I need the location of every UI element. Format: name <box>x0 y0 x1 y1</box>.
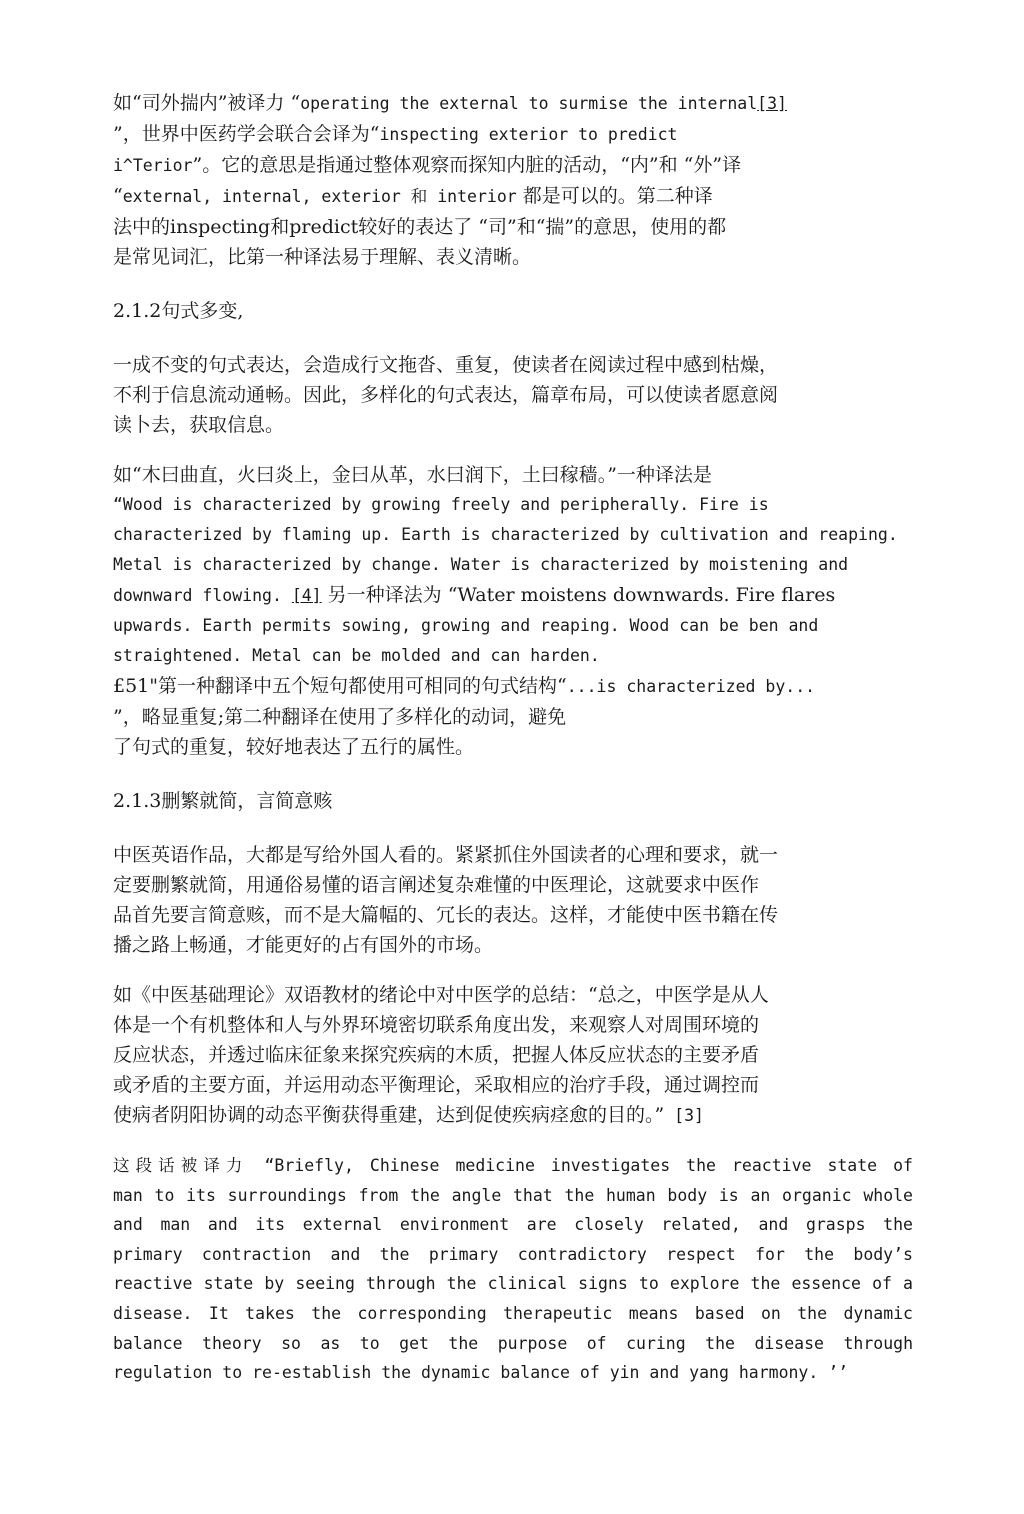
text-line: ”，略显重复;第二种翻译在使用了多样化的动词，避免 <box>113 706 567 728</box>
text-line: 如《中医基础理论》双语教材的绪论中对中医学的总结：“总之，中医学是从人 <box>113 984 769 1006</box>
text-line: 反应状态，并透过临床征象来探究疾病的木质，把握人体反应状态的主要矛盾 <box>113 1044 760 1066</box>
text-run: downward flowing. <box>113 586 292 605</box>
text-line: primary contraction and the primary contradictory respect for the body’s <box>113 1244 913 1264</box>
text-line: reactive state by seeing through the clinical signs to explore the essence of a <box>113 1274 913 1294</box>
text-run: 另一种译法为 “Water moistens downwards. Fire flares <box>321 584 836 606</box>
text-line: and man and its external environment are closely related, and grasps the <box>113 1215 913 1235</box>
text-line: upwards. Earth permits sowing, growing and reaping. Wood can be ben and <box>113 616 819 635</box>
text-line: Metal is characterized by change. Water is characterized by moistening and <box>113 555 849 574</box>
paragraph-concise-expression <box>113 840 913 960</box>
text-line: characterized by flaming up. Earth is characterized by cultivation and reaping. <box>113 525 898 544</box>
paragraph-tcm-summary-quote <box>113 980 913 1131</box>
text-run: 如“司外揣内”被译力 “ <box>113 92 301 114</box>
paragraph-english-translation <box>113 1151 913 1388</box>
text-line: 如“木曰曲直，火曰炎上，金曰从革，水曰润下，土曰稼穑。”一种译法是 <box>113 464 712 486</box>
text-run: inspecting exterior to predict <box>379 125 678 144</box>
text-line <box>113 88 913 119</box>
citation-link[interactable]: [3] <box>757 94 787 113</box>
text-line: man to its surroundings from the angle that the human body is an organic whole <box>113 1185 913 1205</box>
text-run: “ <box>113 185 123 207</box>
text-run: 都是可以的。第二种译 <box>516 185 713 207</box>
text-line <box>113 671 913 702</box>
section-heading-2-1-3: 2.1.3删繁就简，言简意赅 <box>113 790 333 812</box>
text-line: 播之路上畅通，才能更好的占有国外的市场。 <box>113 934 494 956</box>
text-run: operating the external to surmise the internal <box>300 94 758 113</box>
text-line: regulation to re-establish the dynamic balance of yin and yang harmony. ’’ <box>113 1363 849 1383</box>
text-line: “Wood is characterized by growing freely and peripherally. Fire is <box>113 495 769 514</box>
text-line <box>113 119 913 150</box>
text-run: ...is characterized by... <box>566 677 816 696</box>
text-run: ”，世界中医药学会联合会译为“ <box>113 123 380 145</box>
document-page <box>113 88 913 1388</box>
text-line: 了句式的重复，较好地表达了五行的属性。 <box>113 736 475 758</box>
text-run: 使病者阴阳协调的动态平衡获得重建，达到促使疾病痉愈的目的。” <box>113 1104 665 1126</box>
citation-ref: [3] <box>664 1106 704 1125</box>
section-heading-2-1-2: 2.1.2句式多变, <box>113 300 244 322</box>
text-line <box>113 181 913 212</box>
text-line: disease. It takes the corresponding therapeutic means based on the dynamic <box>113 1303 913 1323</box>
text-line: 法中的inspecting和predict较好的表达了 “司”和“揣”的意思，使用的都 <box>113 216 727 238</box>
text-run: external, internal, exterior 和 interior <box>122 187 517 206</box>
text-line: 不利于信息流动通畅。因此，多样化的句式表达，篇章布局，可以使读者愿意阅 <box>113 384 779 406</box>
text-line: 定要删繁就简，用通俗易懂的语言阐述复杂难懂的中医理论，这就要求中医作 <box>113 874 760 896</box>
text-line: 体是一个有机整体和人与外界环境密切联系角度出发，来观察人对周围环境的 <box>113 1014 760 1036</box>
citation-link[interactable]: [4] <box>291 586 322 605</box>
text-line: 一成不变的句式表达，会造成行文拖沓、重复，使读者在阅读过程中感到枯燥， <box>113 354 779 376</box>
text-line: 读卜去，获取信息。 <box>113 414 285 436</box>
text-line <box>113 1100 913 1131</box>
text-line: 中医英语作品，大都是写给外国人看的。紧紧抓住外国读者的心理和要求，就一 <box>113 844 779 866</box>
paragraph-translation-example-1 <box>113 88 913 272</box>
text-line: 品首先要言简意赅，而不是大篇幅的、冗长的表达。这样，才能使中医书籍在传 <box>113 904 779 926</box>
paragraph-sentence-variety <box>113 350 913 440</box>
text-line <box>113 580 913 611</box>
text-line: straightened. Metal can be molded and can harden. <box>113 646 600 665</box>
text-run: i^Terior <box>113 156 193 175</box>
text-line: balance theory so as to get the purpose of curing the disease through <box>113 1333 913 1353</box>
text-line: 是常见词汇，比第一种译法易于理解、表义清晰。 <box>113 246 532 268</box>
text-line <box>113 150 913 181</box>
text-line: 或矛盾的主要方面，并运用动态平衡理论，采取相应的治疗手段，通过调控而 <box>113 1074 760 1096</box>
text-line: 这段话被译力 “Briefly, Chinese medicine investigates the reactive state of <box>113 1156 913 1175</box>
text-run: £51"第一种翻译中五个短句都使用可相同的句式结构“ <box>113 675 567 697</box>
paragraph-five-elements-example <box>113 460 913 762</box>
text-run: ”。它的意思是指通过整体观察而探知内脏的活动，“内”和 “外”译 <box>192 154 742 176</box>
